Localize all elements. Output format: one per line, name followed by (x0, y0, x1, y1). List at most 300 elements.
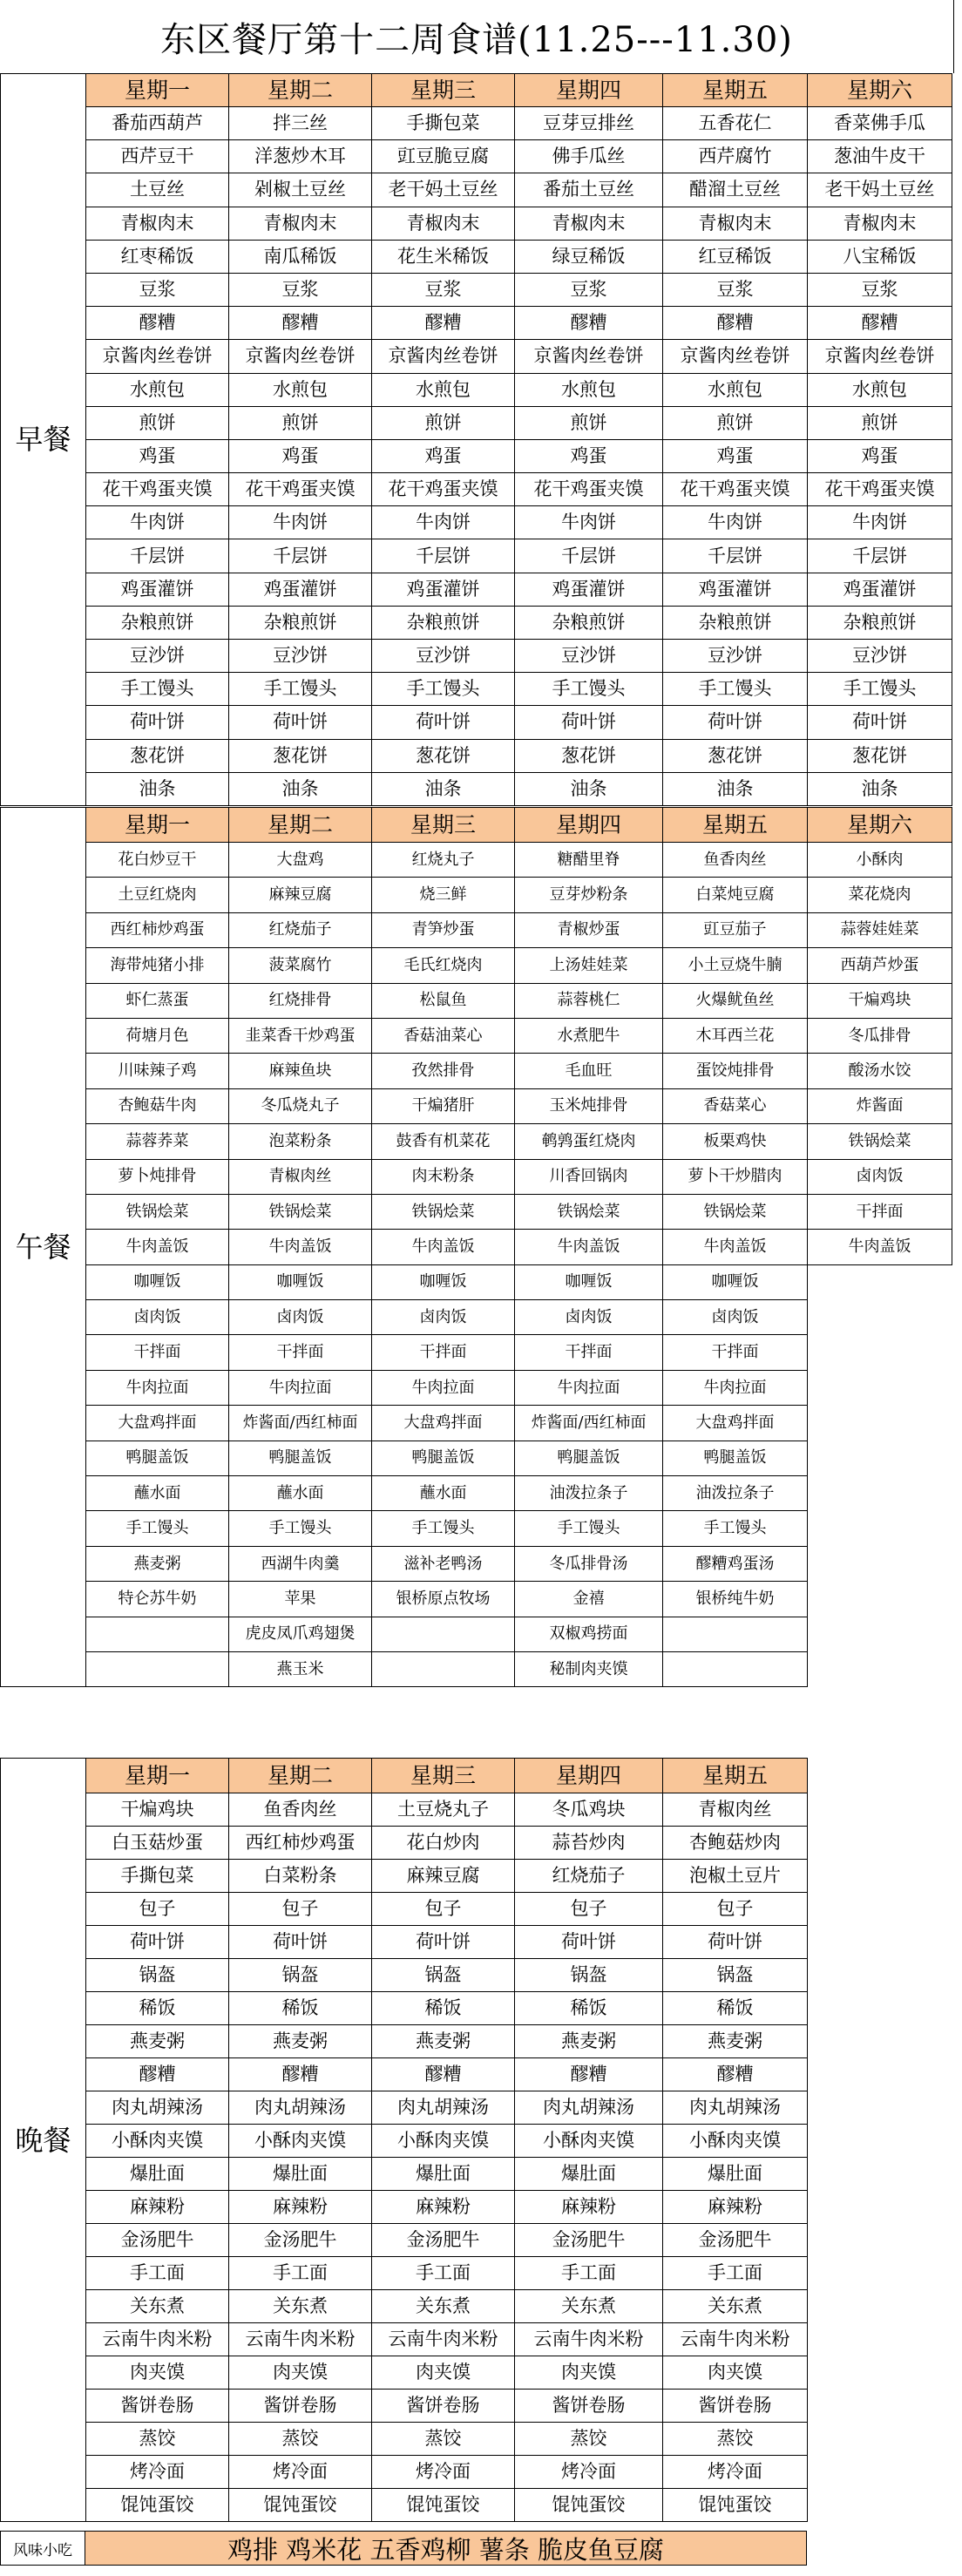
dish-cell: 荷叶饼 (372, 1926, 515, 1959)
dish-cell: 八宝稀饭 (808, 240, 952, 273)
dish-cell: 爆肚面 (515, 2158, 663, 2191)
table-row (1, 539, 952, 573)
dish-cell: 鱼香肉丝 (663, 843, 808, 878)
dish-cell: 牛肉盖饭 (86, 1230, 229, 1264)
dish-cell: 大盘鸡拌面 (86, 1406, 229, 1441)
dish-cell: 老干妈土豆丝 (808, 173, 952, 207)
table-row (1, 1860, 952, 1893)
empty-cell (808, 1441, 952, 1475)
dish-cell: 蘸水面 (229, 1476, 372, 1511)
table-row (1, 706, 952, 739)
dish-cell: 土豆丝 (86, 173, 229, 207)
table-row (1, 506, 952, 539)
dish-cell: 葱花饼 (515, 739, 663, 772)
table-row (1, 573, 952, 606)
table-row (1, 739, 952, 772)
empty-cell (808, 2191, 952, 2224)
table-row (1, 2323, 952, 2356)
table-row (1, 1546, 952, 1581)
dish-cell: 蒜蓉娃娃菜 (808, 912, 952, 947)
dish-cell: 铁锅烩菜 (515, 1194, 663, 1229)
dish-cell: 水煎包 (372, 373, 515, 406)
breakfast-table (0, 73, 952, 806)
dish-cell: 肉丸胡辣汤 (372, 2091, 515, 2125)
dish-cell: 包子 (663, 1893, 808, 1926)
dish-cell: 冬瓜排骨 (808, 1018, 952, 1053)
dish-cell: 小酥肉夹馍 (372, 2125, 515, 2158)
dish-cell: 油泼拉条子 (515, 1476, 663, 1511)
dish-cell: 酱饼卷肠 (515, 2390, 663, 2423)
table-row (1, 2125, 952, 2158)
dish-cell: 鼓香有机菜花 (372, 1124, 515, 1159)
dish-cell: 火爆鱿鱼丝 (663, 983, 808, 1018)
dish-cell: 拌三丝 (229, 107, 372, 140)
dish-cell: 燕麦粥 (515, 2025, 663, 2058)
day-header: 星期二 (229, 1759, 372, 1793)
dish-cell: 荷叶饼 (663, 706, 808, 739)
dish-cell: 豆浆 (663, 273, 808, 306)
dish-cell: 麻辣豆腐 (372, 1860, 515, 1893)
dish-cell: 烧三鲜 (372, 878, 515, 912)
dish-cell: 小土豆烧牛腩 (663, 948, 808, 983)
dish-cell: 干煸鸡块 (808, 983, 952, 1018)
empty-cell (808, 2489, 952, 2522)
dish-cell: 锅盔 (663, 1959, 808, 1992)
dish-cell: 云南牛肉米粉 (229, 2323, 372, 2356)
table-row (1, 1651, 952, 1686)
dish-cell: 西葫芦炒蛋 (808, 948, 952, 983)
table-row (1, 1511, 952, 1546)
dish-cell: 肉夹馍 (663, 2356, 808, 2390)
dish-cell: 炸酱面 (808, 1088, 952, 1123)
dish-cell: 葱花饼 (229, 739, 372, 772)
dish-cell: 云南牛肉米粉 (515, 2323, 663, 2356)
day-header: 星期二 (229, 74, 372, 107)
dish-cell: 水煎包 (515, 373, 663, 406)
dish-cell: 牛肉饼 (372, 506, 515, 539)
table-row (1, 640, 952, 673)
dish-cell: 京酱肉丝卷饼 (372, 340, 515, 373)
day-header: 星期三 (372, 74, 515, 107)
dish-cell: 金汤肥牛 (372, 2224, 515, 2257)
dish-cell: 手工馒头 (808, 673, 952, 706)
dish-cell: 包子 (372, 1893, 515, 1926)
dish-cell: 双椒鸡捞面 (515, 1617, 663, 1651)
dish-cell: 炸酱面/西红柿面 (515, 1406, 663, 1441)
dish-cell: 小酥肉夹馍 (229, 2125, 372, 2158)
dish-cell: 鸡蛋 (515, 439, 663, 472)
dish-cell: 燕麦粥 (372, 2025, 515, 2058)
dish-cell: 牛肉饼 (808, 506, 952, 539)
empty-cell (808, 1926, 952, 1959)
dish-cell: 虾仁蒸蛋 (86, 983, 229, 1018)
dish-cell: 铁锅烩菜 (229, 1194, 372, 1229)
dish-cell: 手工面 (663, 2257, 808, 2290)
dish-cell: 醪糟 (515, 2058, 663, 2091)
day-header: 星期五 (663, 74, 808, 107)
dish-cell: 关东煮 (86, 2290, 229, 2323)
dish-cell: 油条 (663, 772, 808, 805)
dish-cell: 手工馒头 (86, 673, 229, 706)
dish-cell: 川味辣子鸡 (86, 1054, 229, 1088)
dish-cell: 金汤肥牛 (663, 2224, 808, 2257)
dish-cell: 炸酱面/西红柿面 (229, 1406, 372, 1441)
dish-cell: 荷叶饼 (86, 706, 229, 739)
dish-cell: 萝卜干炒腊肉 (663, 1159, 808, 1194)
dish-cell: 醪糟 (229, 307, 372, 340)
table-row (1, 1793, 952, 1827)
dish-cell: 鸭腿盖饭 (372, 1441, 515, 1475)
table-row (1, 173, 952, 207)
dish-cell: 燕麦粥 (86, 2025, 229, 2058)
empty-cell (808, 1860, 952, 1893)
empty-cell (808, 2290, 952, 2323)
dish-cell: 麻辣豆腐 (229, 878, 372, 912)
dish-cell: 包子 (86, 1893, 229, 1926)
dish-cell: 醪糟 (663, 2058, 808, 2091)
dish-cell: 牛肉盖饭 (808, 1230, 952, 1264)
table-row (1, 1230, 952, 1264)
dish-cell: 牛肉饼 (663, 506, 808, 539)
dish-cell: 杂粮煎饼 (229, 606, 372, 639)
table-row (1, 1335, 952, 1370)
dish-cell: 咖喱饭 (515, 1264, 663, 1299)
table-row (1, 948, 952, 983)
empty-cell (808, 1406, 952, 1441)
table-row (1, 606, 952, 639)
dish-cell: 牛肉饼 (229, 506, 372, 539)
dish-cell: 银桥原点牧场 (372, 1582, 515, 1617)
dish-cell: 荷叶饼 (808, 706, 952, 739)
dish-cell: 番茄土豆丝 (515, 173, 663, 207)
lunch-section (0, 807, 952, 1687)
dish-cell: 燕麦粥 (229, 2025, 372, 2058)
dish-cell: 豆沙饼 (808, 640, 952, 673)
day-header: 星期六 (808, 74, 952, 107)
dish-cell: 花白炒肉 (372, 1827, 515, 1860)
table-row (1, 2423, 952, 2456)
dish-cell: 酱饼卷肠 (663, 2390, 808, 2423)
dish-cell: 爆肚面 (372, 2158, 515, 2191)
dish-cell: 青椒肉末 (372, 207, 515, 240)
table-row (1, 273, 952, 306)
dish-cell: 麻辣鱼块 (229, 1054, 372, 1088)
dish-cell: 卤肉饭 (229, 1300, 372, 1335)
table-row (1, 439, 952, 472)
table-row (1, 2390, 952, 2423)
empty-cell (808, 1335, 952, 1370)
dish-cell: 葱花饼 (663, 739, 808, 772)
dish-cell: 花生米稀饭 (372, 240, 515, 273)
dish-cell: 大盘鸡 (229, 843, 372, 878)
empty-cell (808, 2158, 952, 2191)
table-row (1, 473, 952, 506)
dish-cell: 青椒肉丝 (229, 1159, 372, 1194)
dish-cell: 醪糟 (808, 307, 952, 340)
dish-cell: 杂粮煎饼 (515, 606, 663, 639)
dish-cell: 老干妈土豆丝 (372, 173, 515, 207)
empty-cell (808, 2356, 952, 2390)
dish-cell: 荷叶饼 (229, 1926, 372, 1959)
dish-cell: 麻辣粉 (86, 2191, 229, 2224)
dish-cell: 杏鲍菇炒肉 (663, 1827, 808, 1860)
dish-cell: 杏鲍菇牛肉 (86, 1088, 229, 1123)
dish-cell: 酱饼卷肠 (372, 2390, 515, 2423)
dish-cell: 京酱肉丝卷饼 (663, 340, 808, 373)
dish-cell: 花干鸡蛋夹馍 (229, 473, 372, 506)
dish-cell: 豆芽豆排丝 (515, 107, 663, 140)
dish-cell: 鸭腿盖饭 (663, 1441, 808, 1475)
day-header: 星期三 (372, 1759, 515, 1793)
empty-cell (808, 1617, 952, 1651)
dish-cell: 花白炒豆干 (86, 843, 229, 878)
dish-cell: 千层饼 (663, 539, 808, 573)
dish-cell: 滋补老鸭汤 (372, 1546, 515, 1581)
dish-cell: 蒸饺 (372, 2423, 515, 2456)
dish-cell: 水煮肥牛 (515, 1018, 663, 1053)
dish-cell: 煎饼 (515, 406, 663, 439)
dish-cell: 青椒肉末 (808, 207, 952, 240)
dish-cell: 土豆烧丸子 (372, 1793, 515, 1827)
dish-cell: 麻辣粉 (229, 2191, 372, 2224)
dish-cell: 稀饭 (372, 1992, 515, 2025)
dish-cell: 稀饭 (515, 1992, 663, 2025)
dish-cell: 肉夹馍 (229, 2356, 372, 2390)
dish-cell: 牛肉拉面 (86, 1370, 229, 1405)
dish-cell: 醪糟 (229, 2058, 372, 2091)
table-row (1, 240, 952, 273)
dish-cell: 蒜蓉荞菜 (86, 1124, 229, 1159)
dish-cell: 杂粮煎饼 (808, 606, 952, 639)
table-row (1, 673, 952, 706)
snack-items: 鸡排 鸡米花 五香鸡柳 薯条 脆皮鱼豆腐 (85, 2531, 807, 2566)
dish-cell (663, 1651, 808, 1686)
table-row (1, 1582, 952, 1617)
dish-cell: 鸡蛋 (86, 439, 229, 472)
dish-cell: 鸡蛋灌饼 (808, 573, 952, 606)
dish-cell: 麻辣粉 (663, 2191, 808, 2224)
dish-cell: 云南牛肉米粉 (86, 2323, 229, 2356)
table-row (1, 1054, 952, 1088)
dish-cell: 手工馒头 (515, 1511, 663, 1546)
dish-cell: 包子 (229, 1893, 372, 1926)
dish-cell: 干煸鸡块 (86, 1793, 229, 1827)
table-row (1, 307, 952, 340)
dish-cell: 蒸饺 (515, 2423, 663, 2456)
dish-cell: 醪糟 (515, 307, 663, 340)
empty-cell (808, 2390, 952, 2423)
dish-cell: 鸭腿盖饭 (515, 1441, 663, 1475)
dish-cell: 麻辣粉 (515, 2191, 663, 2224)
dinner-table (0, 1758, 952, 2522)
empty-cell (808, 1759, 952, 1793)
dish-cell: 金汤肥牛 (515, 2224, 663, 2257)
dish-cell: 特仑苏牛奶 (86, 1582, 229, 1617)
dish-cell: 手撕包菜 (86, 1860, 229, 1893)
empty-cell (808, 1893, 952, 1926)
dish-cell: 小酥肉夹馍 (663, 2125, 808, 2158)
dish-cell: 青椒肉末 (229, 207, 372, 240)
dish-cell: 云南牛肉米粉 (663, 2323, 808, 2356)
dish-cell: 肉丸胡辣汤 (229, 2091, 372, 2125)
dish-cell: 锅盔 (515, 1959, 663, 1992)
dish-cell: 剁椒土豆丝 (229, 173, 372, 207)
dish-cell: 关东煮 (515, 2290, 663, 2323)
empty-cell (808, 1582, 952, 1617)
dish-cell: 豆沙饼 (86, 640, 229, 673)
dish-cell: 卤肉饭 (515, 1300, 663, 1335)
dish-cell: 香菇菜心 (663, 1088, 808, 1123)
dish-cell: 糖醋里脊 (515, 843, 663, 878)
dish-cell: 花干鸡蛋夹馍 (515, 473, 663, 506)
dish-cell: 韭菜香干炒鸡蛋 (229, 1018, 372, 1053)
dish-cell: 手工馒头 (515, 673, 663, 706)
dish-cell: 金汤肥牛 (229, 2224, 372, 2257)
dish-cell: 虎皮凤爪鸡翅煲 (229, 1617, 372, 1651)
table-row (1, 2456, 952, 2489)
day-header: 星期四 (515, 74, 663, 107)
dish-cell: 油条 (372, 772, 515, 805)
dish-cell: 川香回锅肉 (515, 1159, 663, 1194)
dish-cell: 白菜粉条 (229, 1860, 372, 1893)
dish-cell: 水煎包 (86, 373, 229, 406)
dish-cell: 京酱肉丝卷饼 (229, 340, 372, 373)
dish-cell: 荷叶饼 (86, 1926, 229, 1959)
dish-cell: 海带炖猪小排 (86, 948, 229, 983)
dish-cell: 鸡蛋 (808, 439, 952, 472)
table-row (1, 1018, 952, 1053)
dish-cell: 小酥肉夹馍 (515, 2125, 663, 2158)
dish-cell: 豆沙饼 (372, 640, 515, 673)
dish-cell: 肉丸胡辣汤 (86, 2091, 229, 2125)
dish-cell: 鸭腿盖饭 (229, 1441, 372, 1475)
dish-cell: 卤肉饭 (808, 1159, 952, 1194)
table-row (1, 1893, 952, 1926)
dish-cell: 杂粮煎饼 (86, 606, 229, 639)
dish-cell: 青笋炒蛋 (372, 912, 515, 947)
dish-cell: 牛肉饼 (515, 506, 663, 539)
dish-cell: 蒸饺 (663, 2423, 808, 2456)
dish-cell: 醪糟 (86, 307, 229, 340)
dish-cell: 手工馒头 (663, 1511, 808, 1546)
dish-cell: 菜花烧肉 (808, 878, 952, 912)
table-row (1, 340, 952, 373)
table-row (1, 1370, 952, 1405)
table-row (1, 2025, 952, 2058)
dish-cell: 冬瓜烧丸子 (229, 1088, 372, 1123)
dish-cell: 豇豆茄子 (663, 912, 808, 947)
dish-cell: 煎饼 (808, 406, 952, 439)
dish-cell: 荷叶饼 (372, 706, 515, 739)
dish-cell: 绿豆稀饭 (515, 240, 663, 273)
dish-cell: 铁锅烩菜 (808, 1124, 952, 1159)
dish-cell: 水煎包 (229, 373, 372, 406)
empty-cell (808, 2257, 952, 2290)
dish-cell: 馄饨蛋饺 (86, 2489, 229, 2522)
lunch-table (0, 807, 952, 1687)
dish-cell: 馄饨蛋饺 (663, 2489, 808, 2522)
empty-cell (808, 1546, 952, 1581)
dish-cell: 油条 (515, 772, 663, 805)
dish-cell: 煎饼 (663, 406, 808, 439)
dish-cell: 手工馒头 (372, 1511, 515, 1546)
dish-cell: 小酥肉夹馍 (86, 2125, 229, 2158)
dish-cell: 豆沙饼 (515, 640, 663, 673)
dish-cell: 葱油牛皮干 (808, 140, 952, 173)
dish-cell: 手工馒头 (86, 1511, 229, 1546)
dish-cell: 毛血旺 (515, 1054, 663, 1088)
dish-cell: 卤肉饭 (86, 1300, 229, 1335)
empty-cell (808, 2058, 952, 2091)
dish-cell: 豆浆 (229, 273, 372, 306)
dish-cell: 松鼠鱼 (372, 983, 515, 1018)
table-row (1, 1194, 952, 1229)
dish-cell: 红烧丸子 (372, 843, 515, 878)
dish-cell: 酱饼卷肠 (229, 2390, 372, 2423)
dish-cell: 关东煮 (372, 2290, 515, 2323)
dish-cell: 冬瓜排骨汤 (515, 1546, 663, 1581)
dish-cell (372, 1651, 515, 1686)
dish-cell: 豇豆脆豆腐 (372, 140, 515, 173)
day-header: 星期四 (515, 1759, 663, 1793)
snack-label: 风味小吃 (0, 2531, 85, 2566)
dish-cell: 豆沙饼 (229, 640, 372, 673)
dish-cell: 手工馒头 (372, 673, 515, 706)
empty-cell (808, 1511, 952, 1546)
dish-cell: 鱼香肉丝 (229, 1793, 372, 1827)
table-row (1, 406, 952, 439)
empty-cell (808, 1651, 952, 1686)
page-title: 东区餐厅第十二周食谱(11.25---11.30) (0, 0, 954, 73)
dish-cell: 洋葱炒木耳 (229, 140, 372, 173)
dish-cell: 手工面 (229, 2257, 372, 2290)
dish-cell: 爆肚面 (663, 2158, 808, 2191)
table-row (1, 878, 952, 912)
day-header: 星期五 (663, 808, 808, 843)
dish-cell: 牛肉盖饭 (663, 1230, 808, 1264)
dinner-section (0, 1758, 952, 2522)
dish-cell: 煎饼 (372, 406, 515, 439)
dish-cell: 干拌面 (372, 1335, 515, 1370)
dish-cell: 蛋饺炖排骨 (663, 1054, 808, 1088)
dish-cell: 肉夹馍 (372, 2356, 515, 2390)
dish-cell: 手工馒头 (663, 673, 808, 706)
dish-cell: 牛肉拉面 (229, 1370, 372, 1405)
dish-cell: 金禧 (515, 1582, 663, 1617)
dish-cell: 油条 (86, 772, 229, 805)
dish-cell: 冬瓜鸡块 (515, 1793, 663, 1827)
dish-cell: 京酱肉丝卷饼 (515, 340, 663, 373)
table-row (1, 2058, 952, 2091)
dish-cell: 鸡蛋 (229, 439, 372, 472)
dish-cell: 包子 (515, 1893, 663, 1926)
table-row (1, 2091, 952, 2125)
dish-cell: 荷叶饼 (663, 1926, 808, 1959)
dish-cell: 小酥肉 (808, 843, 952, 878)
dish-cell: 西芹豆干 (86, 140, 229, 173)
dish-cell: 佛手瓜丝 (515, 140, 663, 173)
dish-cell: 咖喱饭 (86, 1264, 229, 1299)
dish-cell: 干拌面 (515, 1335, 663, 1370)
breakfast-section (0, 73, 952, 806)
breakfast-label: 早餐 (1, 74, 86, 806)
dish-cell: 荷叶饼 (515, 1926, 663, 1959)
dish-cell: 手撕包菜 (372, 107, 515, 140)
dish-cell: 铁锅烩菜 (86, 1194, 229, 1229)
dish-cell: 卤肉饭 (372, 1300, 515, 1335)
dish-cell: 板栗鸡快 (663, 1124, 808, 1159)
dish-cell: 千层饼 (808, 539, 952, 573)
